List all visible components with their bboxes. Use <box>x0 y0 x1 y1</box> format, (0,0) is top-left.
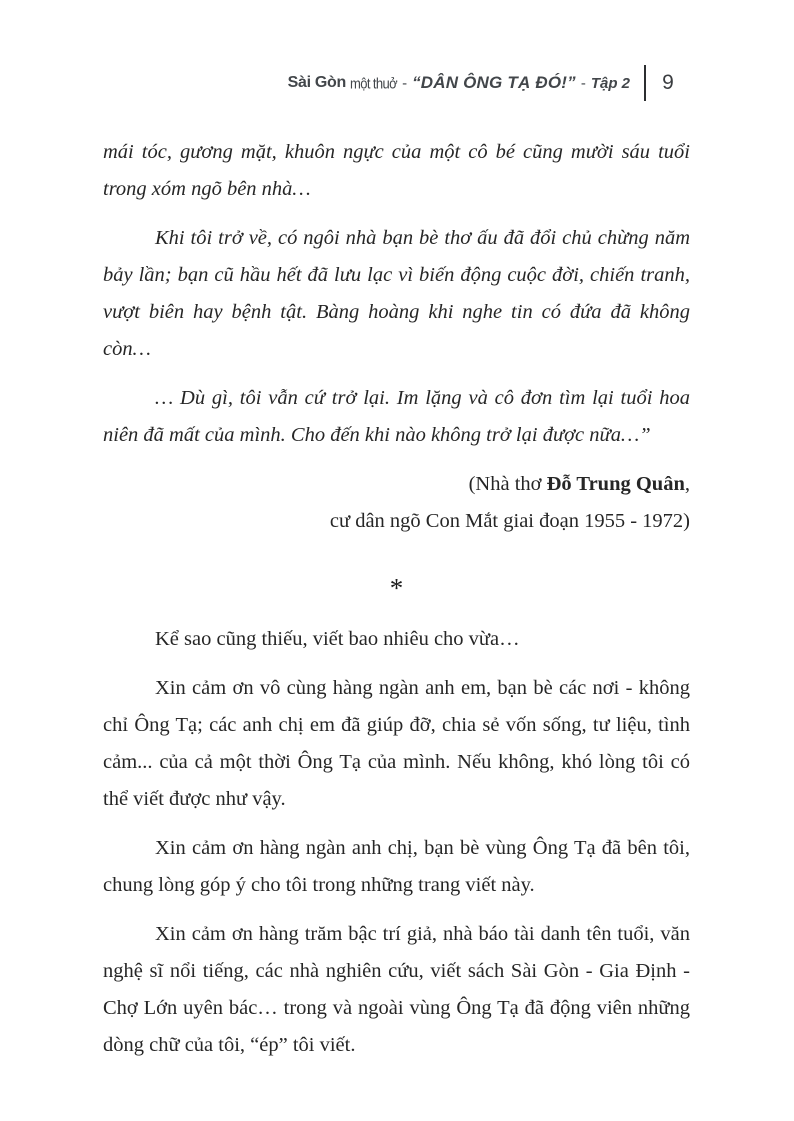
series-subtitle: một thuở <box>349 74 398 92</box>
header-separator: - <box>402 74 408 92</box>
series-title: Sài Gòn <box>287 74 346 91</box>
page-number: 9 <box>662 71 674 94</box>
attribution-line2: cư dân ngõ Con Mắt giai đoạn 1955 - 1972) <box>329 510 690 532</box>
book-title: “DÂN ÔNG TẠ ĐÓ!” <box>412 73 576 92</box>
quote-paragraph: mái tóc, gương mặt, khuôn ngực của một cô bé cũng mười sáu tuổi trong xóm ngõ bên nhà… <box>103 141 690 200</box>
body-paragraph: Xin cảm ơn vô cùng hàng ngàn anh em, bạn bè các nơi - không chỉ Ông Tạ; các anh chị em đã giúp đỡ, chia sẻ vốn sống, tư liệu, tình cảm... của cả một thời Ông Tạ của mình. Nếu không, khó lòng tôi có thể viết được như vậy. <box>103 677 690 810</box>
body-paragraph: Kể sao cũng thiếu, viết bao nhiêu cho vừa… <box>155 628 520 650</box>
running-header <box>103 64 690 102</box>
quote-paragraph: … Dù gì, tôi vẫn cứ trở lại. Im lặng và cô đơn tìm lại tuổi hoa niên đã mất của mình. Cho đến khi nào không trở lại được nữa…” <box>103 387 690 446</box>
attribution-suffix: , <box>684 473 690 495</box>
quote-paragraph: Khi tôi trở về, có ngôi nhà bạn bè thơ ấu đã đổi chủ chừng năm bảy lần; bạn cũ hầu hết đã lưu lạc vì biến động cuộc đời, chiến tranh, vượt biên hay bệnh tật. Bàng hoàng khi nghe tin có đứa đã không còn… <box>103 227 690 360</box>
page-text <box>103 134 690 1076</box>
author-name: Đỗ Trung Quân <box>546 473 685 495</box>
header-separator: - <box>580 74 586 92</box>
volume-label: Tập 2 <box>590 74 630 92</box>
quote-attribution <box>103 466 690 540</box>
section-divider-asterisk: * <box>389 573 404 603</box>
body-paragraph: Xin cảm ơn hàng trăm bậc trí giả, nhà báo tài danh tên tuổi, văn nghệ sĩ nổi tiếng, các nhà nghiên cứu, viết sách Sài Gòn - Gia Định - Chợ Lớn uyên bác… trong và ngoài vùng Ông Tạ đã động viên những dòng chữ của tôi, “ép” tôi viết. <box>103 923 690 1056</box>
attribution-prefix: (Nhà thơ <box>468 473 547 495</box>
body-paragraph: Xin cảm ơn hàng ngàn anh chị, bạn bè vùng Ông Tạ đã bên tôi, chung lòng góp ý cho tôi trong những trang viết này. <box>103 837 690 896</box>
